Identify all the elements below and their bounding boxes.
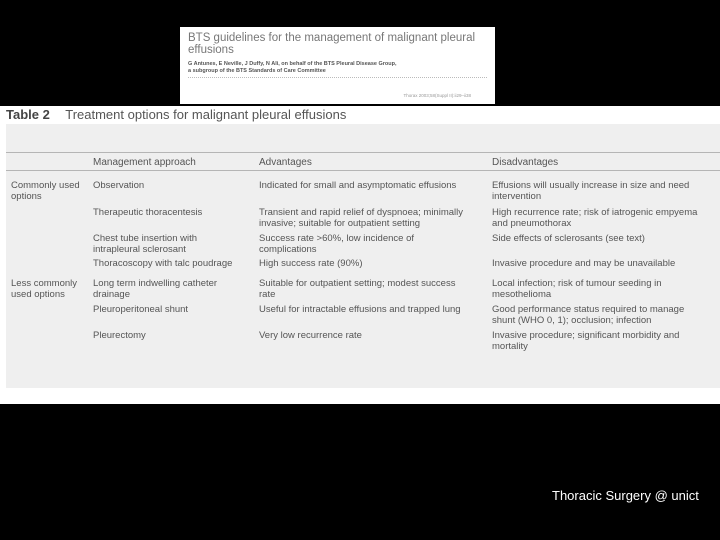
table-cell-disadvantages <box>492 180 689 202</box>
cell-line: Chest tube insertion with <box>93 233 198 244</box>
row-group-label: Commonly used options <box>11 180 80 202</box>
paper-title: BTS guidelines for the management of malignant pleural effusions <box>188 32 476 56</box>
cell-line: Indicated for small and asymptomatic effusions <box>259 180 457 191</box>
cell-line: High recurrence rate; risk of iatrogenic empyema <box>492 207 698 218</box>
table-cell-approach <box>93 233 197 255</box>
table-cell-approach <box>93 258 232 269</box>
cell-line: and pneumothorax <box>492 218 572 229</box>
cell-line: Success rate >60%, low incidence of <box>259 233 414 244</box>
cell-line: Good performance status required to manage <box>492 304 685 315</box>
cell-line: Pleurectomy <box>93 330 146 341</box>
table-cell-disadvantages <box>492 278 662 300</box>
table-cell-disadvantages <box>492 207 697 229</box>
table-cell-advantages <box>259 330 362 341</box>
divider <box>6 152 720 153</box>
cell-line: intrapleural sclerosant <box>93 244 186 255</box>
table-title: Treatment options for malignant pleural effusions <box>65 107 347 122</box>
column-header-disadvantages: Disadvantages <box>492 157 559 168</box>
cell-line: Very low recurrence rate <box>259 330 362 341</box>
paper-authors <box>188 61 487 75</box>
cell-line: Suitable for outpatient setting; modest success <box>259 278 456 289</box>
cell-line: mortality <box>492 341 528 352</box>
cell-line: Long term indwelling catheter <box>93 278 218 289</box>
table-cell-approach <box>93 304 188 315</box>
cell-line: Therapeutic thoracentesis <box>93 207 203 218</box>
column-header-approach: Management approach <box>93 157 196 168</box>
table-figure <box>0 106 720 404</box>
table-cell-disadvantages <box>492 304 684 326</box>
cell-line: invasive; suitable for outpatient setting <box>259 218 421 229</box>
cell-line: complications <box>259 244 317 255</box>
paper-header <box>180 27 495 104</box>
cell-line: Local infection; risk of tumour seeding in <box>492 278 662 289</box>
paper-reference: Thorax 2003;58(Suppl II):ii29–ii38 <box>403 93 471 98</box>
cell-line: Invasive procedure and may be unavailable <box>492 258 676 269</box>
table-cell-approach <box>93 330 146 341</box>
divider <box>188 77 487 78</box>
table-cell-advantages <box>259 278 455 300</box>
column-header-advantages: Advantages <box>259 157 312 168</box>
table-cell-advantages <box>259 258 362 269</box>
cell-line: Transient and rapid relief of dyspnoea; minimally <box>259 207 463 218</box>
table-cell-approach <box>93 180 144 191</box>
table-cell-disadvantages <box>492 258 675 269</box>
divider <box>6 170 720 171</box>
cell-line: Useful for intractable effusions and trapped lung <box>259 304 461 315</box>
table-caption <box>6 106 720 124</box>
cell-line: Thoracoscopy with talc poudrage <box>93 258 233 269</box>
cell-line: mesothelioma <box>492 289 552 300</box>
cell-line: Invasive procedure; significant morbidity and <box>492 330 680 341</box>
paper-authors-line-1: G Antunes, E Neville, J Duffy, N Ali, on behalf of the BTS Pleural Disease Group, <box>188 61 397 67</box>
table-cell-approach <box>93 207 202 218</box>
table-cell-advantages <box>259 180 456 191</box>
cell-line: High success rate (90%) <box>259 258 363 269</box>
table-cell-approach <box>93 278 217 300</box>
cell-line: Pleuroperitoneal shunt <box>93 304 189 315</box>
table-cell-advantages <box>259 304 461 315</box>
cell-line: Effusions will usually increase in size and need <box>492 180 690 191</box>
table-cell-advantages <box>259 207 463 229</box>
table-number: Table 2 <box>6 107 50 122</box>
cell-line: Side effects of sclerosants (see text) <box>492 233 645 244</box>
footer-text: Thoracic Surgery @ unict <box>552 488 699 503</box>
table-cell-disadvantages <box>492 330 679 352</box>
cell-line: intervention <box>492 191 542 202</box>
table-cell-disadvantages <box>492 233 645 244</box>
cell-line: Observation <box>93 180 145 191</box>
table-cell-advantages <box>259 233 414 255</box>
cell-line: rate <box>259 289 276 300</box>
cell-line: shunt (WHO 0, 1); occlusion; infection <box>492 315 652 326</box>
cell-line: drainage <box>93 289 130 300</box>
paper-authors-line-2: a subgroup of the BTS Standards of Care Committee <box>188 68 326 74</box>
row-group-label: Less commonly used options <box>11 278 77 300</box>
